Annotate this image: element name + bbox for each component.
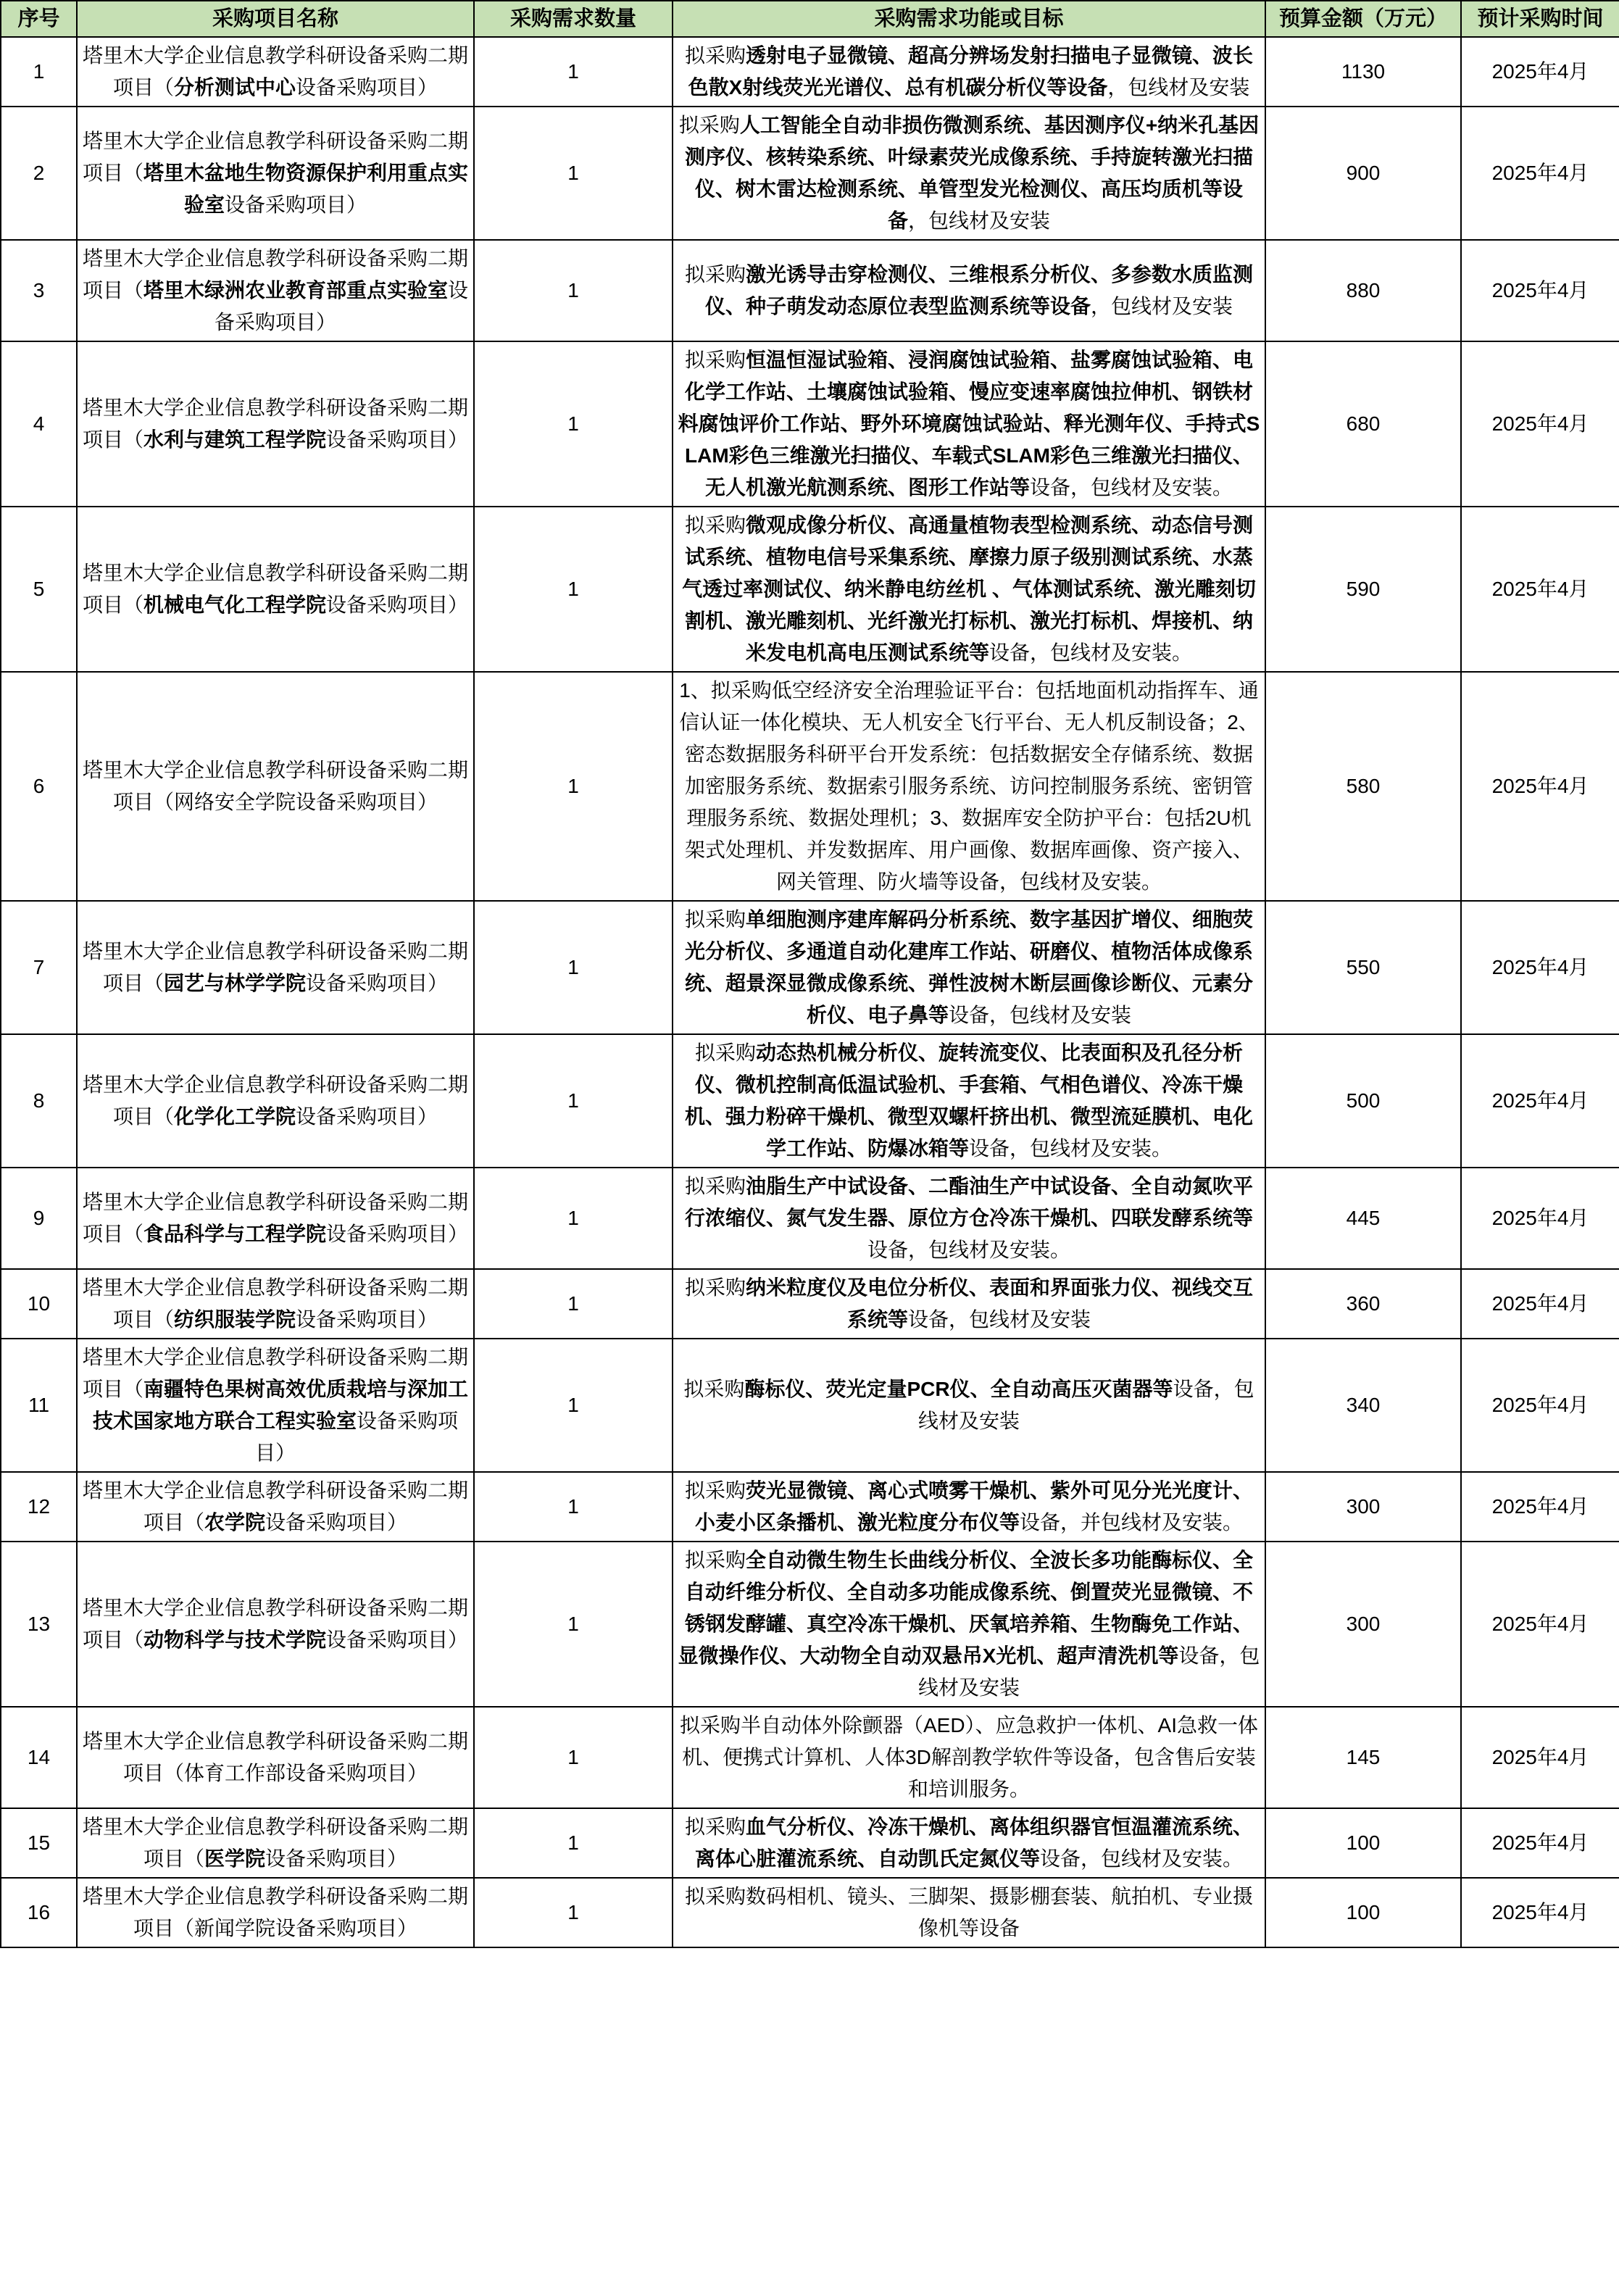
quantity-cell: 1 — [474, 901, 673, 1034]
table-row — [1, 901, 1619, 1034]
project-name-cell: 塔里木大学企业信息教学科研设备采购二期项目（塔里木盆地生物资源保护利用重点实验室设备采购项目） — [77, 107, 474, 240]
time-cell: 2025年4月 — [1461, 107, 1619, 240]
project-name-cell: 塔里木大学企业信息教学科研设备采购二期项目（南疆特色果树高效优质栽培与深加工技术国家地方联合工程实验室设备采购项目） — [77, 1339, 474, 1472]
project-name-cell: 塔里木大学企业信息教学科研设备采购二期项目（体育工作部设备采购项目） — [77, 1707, 474, 1808]
table-row — [1, 507, 1619, 672]
quantity-cell: 1 — [474, 672, 673, 901]
time-cell: 2025年4月 — [1461, 1034, 1619, 1168]
column-header-project-name: 采购项目名称 — [77, 1, 474, 37]
serial-cell: 16 — [1, 1878, 77, 1947]
budget-cell: 145 — [1265, 1707, 1461, 1808]
budget-cell: 680 — [1265, 341, 1461, 507]
project-name-cell: 塔里木大学企业信息教学科研设备采购二期项目（新闻学院设备采购项目） — [77, 1878, 474, 1947]
function-cell: 拟采购油脂生产中试设备、二酯油生产中试设备、全自动氮吹平行浓缩仪、氮气发生器、原位方仓冷冻干燥机、四联发酵系统等设备，包线材及安装。 — [673, 1168, 1265, 1269]
serial-cell: 9 — [1, 1168, 77, 1269]
function-cell: 1、拟采购低空经济安全治理验证平台：包括地面机动指挥车、通信认证一体化模块、无人机安全飞行平台、无人机反制设备；2、密态数据服务科研平台开发系统：包括数据安全存储系统、数据加密服务系统、数据索引服务系统、访问控制服务系统、密钥管理服务系统、数据处理机；3、数据库安全防护平台：包括2U机架式处理机、并发数据库、用户画像、数据库画像、资产接入、网关管理、防火墙等设备，包线材及安装。 — [673, 672, 1265, 901]
function-cell: 拟采购透射电子显微镜、超高分辨场发射扫描电子显微镜、波长色散X射线荧光光谱仪、总有机碳分析仪等设备，包线材及安装 — [673, 37, 1265, 107]
function-cell: 拟采购单细胞测序建库解码分析系统、数字基因扩增仪、细胞荧光分析仪、多通道自动化建库工作站、研磨仪、植物活体成像系统、超景深显微成像系统、弹性波树木断层画像诊断仪、元素分析仪、电子鼻等设备，包线材及安装 — [673, 901, 1265, 1034]
project-name-cell: 塔里木大学企业信息教学科研设备采购二期项目（农学院设备采购项目） — [77, 1472, 474, 1542]
function-cell: 拟采购人工智能全自动非损伤微测系统、基因测序仪+纳米孔基因测序仪、核转染系统、叶绿素荧光成像系统、手持旋转激光扫描仪、树木雷达检测系统、单管型发光检测仪、高压均质机等设备，包线材及安装 — [673, 107, 1265, 240]
time-cell: 2025年4月 — [1461, 1472, 1619, 1542]
time-cell: 2025年4月 — [1461, 1707, 1619, 1808]
budget-cell: 340 — [1265, 1339, 1461, 1472]
time-cell: 2025年4月 — [1461, 507, 1619, 672]
serial-cell: 1 — [1, 37, 77, 107]
serial-cell: 8 — [1, 1034, 77, 1168]
table-row — [1, 1472, 1619, 1542]
column-header-serial: 序号 — [1, 1, 77, 37]
quantity-cell: 1 — [474, 1808, 673, 1878]
budget-cell: 100 — [1265, 1808, 1461, 1878]
quantity-cell: 1 — [474, 507, 673, 672]
table-row — [1, 240, 1619, 341]
project-name-cell: 塔里木大学企业信息教学科研设备采购二期项目（园艺与林学学院设备采购项目） — [77, 901, 474, 1034]
function-cell: 拟采购半自动体外除颤器（AED）、应急救护一体机、AI急救一体机、便携式计算机、人体3D解剖教学软件等设备，包含售后安装和培训服务。 — [673, 1707, 1265, 1808]
table-row — [1, 107, 1619, 240]
time-cell: 2025年4月 — [1461, 1269, 1619, 1339]
table-row — [1, 1707, 1619, 1808]
quantity-cell: 1 — [474, 1878, 673, 1947]
table-row — [1, 1878, 1619, 1947]
serial-cell: 14 — [1, 1707, 77, 1808]
project-name-cell: 塔里木大学企业信息教学科研设备采购二期项目（动物科学与技术学院设备采购项目） — [77, 1542, 474, 1707]
project-name-cell: 塔里木大学企业信息教学科研设备采购二期项目（塔里木绿洲农业教育部重点实验室设备采购项目） — [77, 240, 474, 341]
column-header-budget: 预算金额（万元） — [1265, 1, 1461, 37]
table-header-row — [1, 1, 1619, 37]
serial-cell: 7 — [1, 901, 77, 1034]
serial-cell: 3 — [1, 240, 77, 341]
function-cell: 拟采购荧光显微镜、离心式喷雾干燥机、紫外可见分光光度计、小麦小区条播机、激光粒度分布仪等设备，并包线材及安装。 — [673, 1472, 1265, 1542]
table-row — [1, 1542, 1619, 1707]
function-cell: 拟采购酶标仪、荧光定量PCR仪、全自动高压灭菌器等设备，包线材及安装 — [673, 1339, 1265, 1472]
serial-cell: 13 — [1, 1542, 77, 1707]
project-name-cell: 塔里木大学企业信息教学科研设备采购二期项目（纺织服装学院设备采购项目） — [77, 1269, 474, 1339]
project-name-cell: 塔里木大学企业信息教学科研设备采购二期项目（食品科学与工程学院设备采购项目） — [77, 1168, 474, 1269]
time-cell: 2025年4月 — [1461, 1168, 1619, 1269]
time-cell: 2025年4月 — [1461, 1339, 1619, 1472]
quantity-cell: 1 — [474, 341, 673, 507]
quantity-cell: 1 — [474, 107, 673, 240]
function-cell: 拟采购数码相机、镜头、三脚架、摄影棚套装、航拍机、专业摄像机等设备 — [673, 1878, 1265, 1947]
function-cell: 拟采购激光诱导击穿检测仪、三维根系分析仪、多参数水质监测仪、种子萌发动态原位表型监测系统等设备，包线材及安装 — [673, 240, 1265, 341]
project-name-cell: 塔里木大学企业信息教学科研设备采购二期项目（医学院设备采购项目） — [77, 1808, 474, 1878]
time-cell: 2025年4月 — [1461, 341, 1619, 507]
function-cell: 拟采购纳米粒度仪及电位分析仪、表面和界面张力仪、视线交互系统等设备，包线材及安装 — [673, 1269, 1265, 1339]
budget-cell: 590 — [1265, 507, 1461, 672]
budget-cell: 900 — [1265, 107, 1461, 240]
table-row — [1, 1269, 1619, 1339]
serial-cell: 4 — [1, 341, 77, 507]
table-row — [1, 672, 1619, 901]
project-name-cell: 塔里木大学企业信息教学科研设备采购二期项目（网络安全学院设备采购项目） — [77, 672, 474, 901]
function-cell: 拟采购动态热机械分析仪、旋转流变仪、比表面积及孔径分析仪、微机控制高低温试验机、手套箱、气相色谱仪、冷冻干燥机、强力粉碎干燥机、微型双螺杆挤出机、微型流延膜机、电化学工作站、防爆冰箱等设备，包线材及安装。 — [673, 1034, 1265, 1168]
table-body — [1, 37, 1619, 1947]
quantity-cell: 1 — [474, 240, 673, 341]
budget-cell: 445 — [1265, 1168, 1461, 1269]
serial-cell: 12 — [1, 1472, 77, 1542]
project-name-cell: 塔里木大学企业信息教学科研设备采购二期项目（水利与建筑工程学院设备采购项目） — [77, 341, 474, 507]
project-name-cell: 塔里木大学企业信息教学科研设备采购二期项目（分析测试中心设备采购项目） — [77, 37, 474, 107]
quantity-cell: 1 — [474, 37, 673, 107]
budget-cell: 1130 — [1265, 37, 1461, 107]
function-cell: 拟采购微观成像分析仪、高通量植物表型检测系统、动态信号测试系统、植物电信号采集系统、摩擦力原子级别测试系统、水蒸气透过率测试仪、纳米静电纺丝机 、气体测试系统、激光雕刻切割机、激光雕刻机、光纤激光打标机、激光打标机、焊接机、纳米发电机高电压测试系统等设备，包线材及安装。 — [673, 507, 1265, 672]
budget-cell: 580 — [1265, 672, 1461, 901]
table-row — [1, 1034, 1619, 1168]
function-cell: 拟采购全自动微生物生长曲线分析仪、全波长多功能酶标仪、全自动纤维分析仪、全自动多功能成像系统、倒置荧光显微镜、不锈钢发酵罐、真空冷冻干燥机、厌氧培养箱、生物酶免工作站、显微操作仪、大动物全自动双悬吊X光机、超声清洗机等设备，包线材及安装 — [673, 1542, 1265, 1707]
time-cell: 2025年4月 — [1461, 1808, 1619, 1878]
serial-cell: 11 — [1, 1339, 77, 1472]
budget-cell: 360 — [1265, 1269, 1461, 1339]
time-cell: 2025年4月 — [1461, 1878, 1619, 1947]
quantity-cell: 1 — [474, 1472, 673, 1542]
project-name-cell: 塔里木大学企业信息教学科研设备采购二期项目（机械电气化工程学院设备采购项目） — [77, 507, 474, 672]
table-row — [1, 1168, 1619, 1269]
quantity-cell: 1 — [474, 1542, 673, 1707]
budget-cell: 100 — [1265, 1878, 1461, 1947]
serial-cell: 5 — [1, 507, 77, 672]
quantity-cell: 1 — [474, 1269, 673, 1339]
serial-cell: 6 — [1, 672, 77, 901]
project-name-cell: 塔里木大学企业信息教学科研设备采购二期项目（化学化工学院设备采购项目） — [77, 1034, 474, 1168]
budget-cell: 300 — [1265, 1472, 1461, 1542]
column-header-quantity: 采购需求数量 — [474, 1, 673, 37]
table-row — [1, 1339, 1619, 1472]
quantity-cell: 1 — [474, 1339, 673, 1472]
table-row — [1, 341, 1619, 507]
quantity-cell: 1 — [474, 1034, 673, 1168]
budget-cell: 500 — [1265, 1034, 1461, 1168]
quantity-cell: 1 — [474, 1168, 673, 1269]
budget-cell: 880 — [1265, 240, 1461, 341]
serial-cell: 2 — [1, 107, 77, 240]
time-cell: 2025年4月 — [1461, 1542, 1619, 1707]
column-header-function: 采购需求功能或目标 — [673, 1, 1265, 37]
serial-cell: 15 — [1, 1808, 77, 1878]
budget-cell: 550 — [1265, 901, 1461, 1034]
time-cell: 2025年4月 — [1461, 672, 1619, 901]
time-cell: 2025年4月 — [1461, 901, 1619, 1034]
table-row — [1, 37, 1619, 107]
time-cell: 2025年4月 — [1461, 240, 1619, 341]
function-cell: 拟采购血气分析仪、冷冻干燥机、离体组织器官恒温灌流系统、离体心脏灌流系统、自动凯氏定氮仪等设备，包线材及安装。 — [673, 1808, 1265, 1878]
time-cell: 2025年4月 — [1461, 37, 1619, 107]
column-header-time: 预计采购时间 — [1461, 1, 1619, 37]
quantity-cell: 1 — [474, 1707, 673, 1808]
budget-cell: 300 — [1265, 1542, 1461, 1707]
table-row — [1, 1808, 1619, 1878]
serial-cell: 10 — [1, 1269, 77, 1339]
function-cell: 拟采购恒温恒湿试验箱、浸润腐蚀试验箱、盐雾腐蚀试验箱、电化学工作站、土壤腐蚀试验箱、慢应变速率腐蚀拉伸机、钢铁材料腐蚀评价工作站、野外环境腐蚀试验站、释光测年仪、手持式SLAM彩色三维激光扫描仪、车载式SLAM彩色三维激光扫描仪、无人机激光航测系统、图形工作站等设备，包线材及安装。 — [673, 341, 1265, 507]
